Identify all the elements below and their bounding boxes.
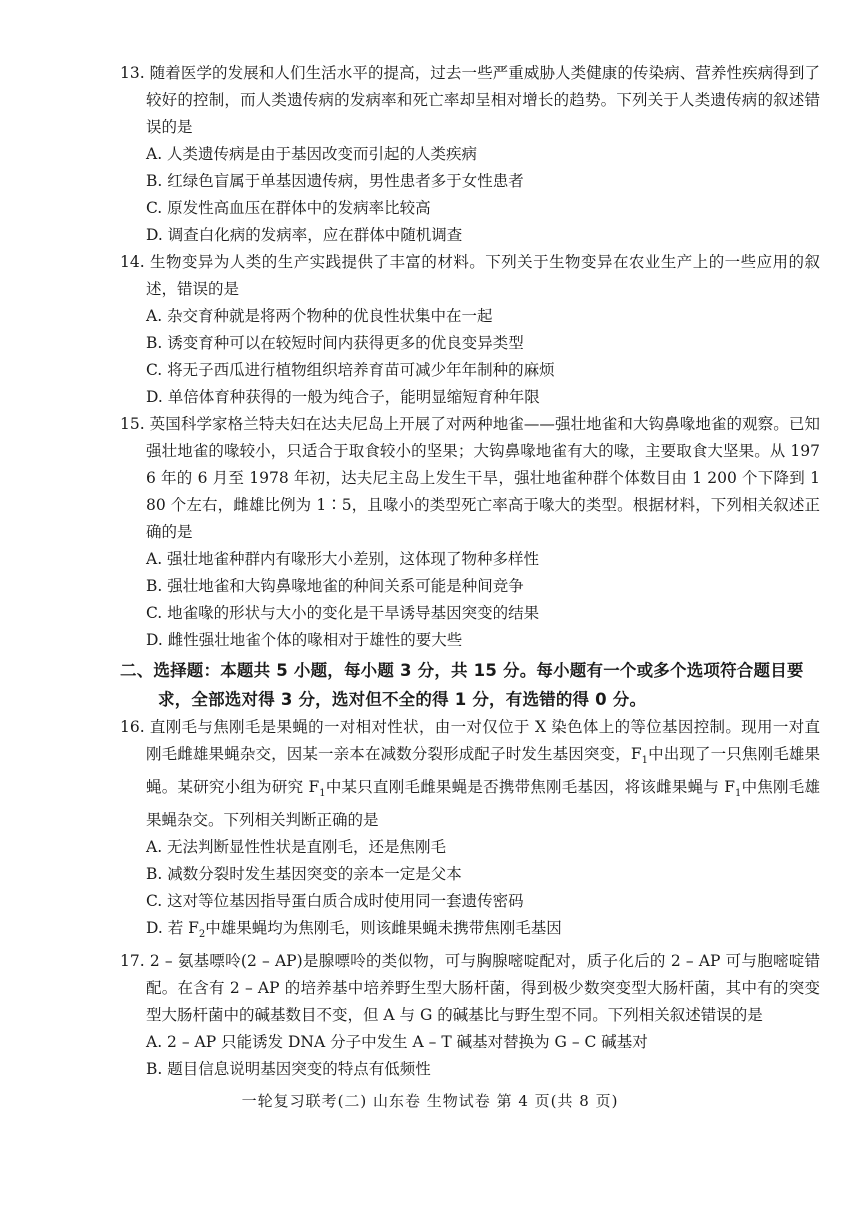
option-d (120, 915, 820, 948)
option-c: C. 将无子西瓜进行植物组织培养育苗可减少年年制种的麻烦 (146, 361, 555, 379)
option-part: D. 若 F (146, 919, 199, 938)
section-heading: 二、选择题：本题共 5 小题，每小题 3 分，共 15 分。每小题有一个或多个选项符合题目要求，全部选对得 3 分，选对但不全的得 1 分，有选错的得 0 分。 (120, 661, 804, 709)
option-d: D. 雌性强壮地雀个体的喙相对于雄性的要大些 (146, 631, 463, 649)
question-13 (120, 60, 820, 249)
option-d: D. 单倍体育种获得的一般为纯合子，能明显缩短育种年限 (146, 388, 540, 406)
stem-part: 16. 直刚毛与焦刚毛是果蝇的一对相对性状，由一对仅位于 X 染色体上的等位基因控制。现用一对直刚毛雌雄果蝇杂交，因某一亲本在减数分裂形成配子时发生基因突变，F (120, 718, 820, 763)
question-16 (120, 714, 820, 948)
option-b: B. 诱变育种可以在较短时间内获得更多的优良变异类型 (146, 334, 524, 352)
question-14 (120, 249, 820, 411)
option-a: A. 强壮地雀种群内有喙形大小差别，这体现了物种多样性 (146, 550, 540, 568)
option-part: 中雄果蝇均为焦刚毛，则该雌果蝇未携带焦刚毛基因 (205, 919, 562, 938)
question-stem: 15. 英国科学家格兰特夫妇在达夫尼岛上开展了对两种地雀——强壮地雀和大钩鼻喙地雀的观察。已知强壮地雀的喙较小，只适合于取食较小的坚果；大钩鼻喙地雀有大的喙，主要取食大坚果。从 1976 年的 6 月至 1978 年初，达夫尼主岛上发生干旱，强壮地雀种群个体数目由 1 200 个下降到 180 个左右，雌雄比例为 1∶5，且喙小的类型死亡率高于喙大的类型。根据材料，下列相关叙述正确的是 (120, 415, 820, 541)
subscript: 1 (641, 755, 648, 767)
subscript: 2 (198, 929, 206, 941)
page-content (120, 60, 820, 1083)
option-b: B. 红绿色盲属于单基因遗传病，男性患者多于女性患者 (146, 172, 524, 190)
option-b: B. 减数分裂时发生基因突变的亲本一定是父本 (146, 865, 462, 884)
option-d: D. 调查白化病的发病率，应在群体中随机调查 (146, 226, 463, 244)
stem-part: 中某只直刚毛雌果蝇是否携带焦刚毛基因，将该雌果蝇与 F (325, 778, 735, 797)
option-a: A. 人类遗传病是由于基因改变而引起的人类疾病 (146, 145, 478, 163)
option-a: A. 无法判断显性性状是直刚毛，还是焦刚毛 (146, 838, 447, 857)
option-b: B. 强壮地雀和大钩鼻喙地雀的种间关系可能是种间竞争 (146, 577, 524, 595)
option-a: A. 2 – AP 只能诱发 DNA 分子中发生 A – T 碱基对替换为 G – C 碱基对 (146, 1033, 648, 1052)
question-15 (120, 411, 820, 654)
option-c: C. 这对等位基因指导蛋白质合成时使用同一套遗传密码 (146, 892, 524, 911)
subscript: 1 (319, 788, 326, 800)
question-stem: 14. 生物变异为人类的生产实践提供了丰富的材料。下列关于生物变异在农业生产上的一些应用的叙述，错误的是 (120, 253, 820, 298)
question-17 (120, 948, 820, 1083)
question-stem (120, 714, 820, 834)
page-footer: 一轮复习联考(二) 山东卷 生物试卷 第 4 页(共 8 页) (241, 1092, 619, 1110)
stem-part: 中焦刚毛雄果蝇杂交。下列相关判断正确的是 (146, 778, 820, 830)
stem-part: 中出现了一只焦刚毛雄果蝇。某研究小组为研究 F (146, 745, 820, 797)
option-c: C. 地雀喙的形状与大小的变化是干旱诱导基因突变的结果 (146, 604, 540, 622)
option-b: B. 题目信息说明基因突变的特点有低频性 (146, 1060, 431, 1079)
subscript: 1 (734, 788, 742, 800)
question-stem: 13. 随着医学的发展和人们生活水平的提高，过去一些严重威胁人类健康的传染病、营养性疾病得到了较好的控制，而人类遗传病的发病率和死亡率却呈相对增长的趋势。下列关于人类遗传病的叙述错误的是 (120, 64, 820, 136)
question-stem: 17. 2 – 氨基嘌呤(2 – AP)是腺嘌呤的类似物，可与胸腺嘧啶配对，质子化后的 2 – AP 可与胞嘧啶错配。在含有 2 – AP 的培养基中培养野生型大肠杆菌，得到极少数突变型大肠杆菌，其中有的突变型大肠杆菌中的碱基数目不变，但 A 与 G 的碱基比与野生型不同。下列相关叙述错误的是 (120, 952, 820, 1025)
option-a: A. 杂交育种就是将两个物种的优良性状集中在一起 (146, 307, 493, 325)
option-c: C. 原发性高血压在群体中的发病率比较高 (146, 199, 431, 217)
